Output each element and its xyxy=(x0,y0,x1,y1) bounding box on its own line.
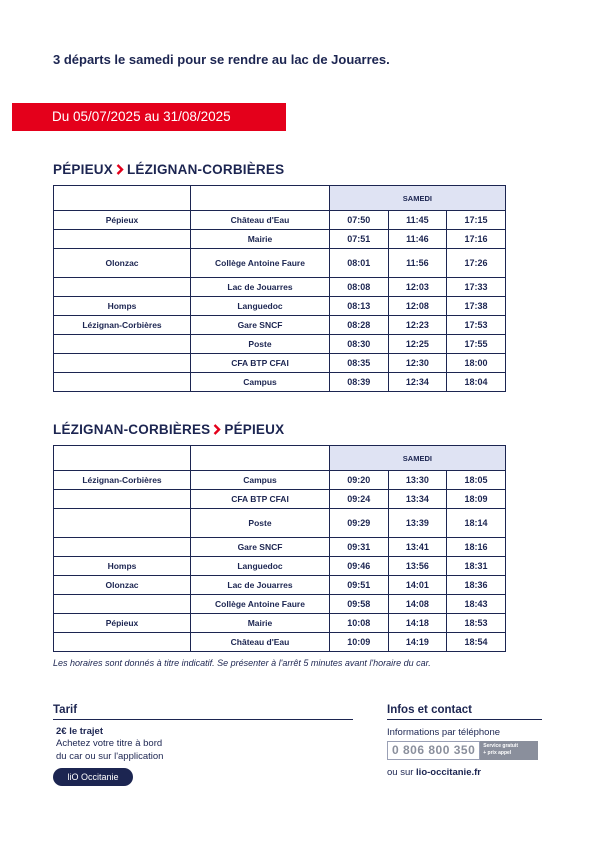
table-row xyxy=(54,595,506,614)
city-cell: Lézignan-Corbières xyxy=(54,471,191,490)
disclaimer-note: Les horaires sont donnés à titre indicatif. Se présenter à l'arrêt 5 minutes avant l'horaire du car. xyxy=(53,658,431,668)
time-cell: 10:08 xyxy=(330,614,389,633)
table-row xyxy=(54,297,506,316)
stop-cell: CFA BTP CFAI xyxy=(191,354,330,373)
stop-cell: Lac de Jouarres xyxy=(191,278,330,297)
contact-heading: Infos et contact xyxy=(387,704,472,716)
time-cell: 17:53 xyxy=(447,316,506,335)
time-cell: 17:55 xyxy=(447,335,506,354)
stop-cell: Collège Antoine Faure xyxy=(191,595,330,614)
city-cell xyxy=(54,595,191,614)
city-cell xyxy=(54,354,191,373)
city-cell xyxy=(54,538,191,557)
time-cell: 08:13 xyxy=(330,297,389,316)
city-cell xyxy=(54,373,191,392)
table-row xyxy=(54,471,506,490)
table-row xyxy=(54,538,506,557)
time-cell: 10:09 xyxy=(330,633,389,652)
time-cell: 08:39 xyxy=(330,373,389,392)
city-cell xyxy=(54,633,191,652)
table-row xyxy=(54,490,506,509)
table-row xyxy=(54,249,506,278)
time-cell: 08:28 xyxy=(330,316,389,335)
tarif-divider xyxy=(53,719,353,720)
time-cell: 17:33 xyxy=(447,278,506,297)
stop-cell: Château d'Eau xyxy=(191,633,330,652)
city-cell: Olonzac xyxy=(54,249,191,278)
time-cell: 12:03 xyxy=(388,278,447,297)
time-cell: 12:30 xyxy=(388,354,447,373)
table-row xyxy=(54,278,506,297)
time-cell: 18:04 xyxy=(447,373,506,392)
time-cell: 17:16 xyxy=(447,230,506,249)
route1-timetable xyxy=(53,185,506,392)
route1-from: PÉPIEUX xyxy=(53,162,113,177)
stop-cell: Campus xyxy=(191,373,330,392)
route2-from: LÉZIGNAN-CORBIÈRES xyxy=(53,422,211,437)
stop-cell: Lac de Jouarres xyxy=(191,576,330,595)
tarif-line-2: du car ou sur l'application xyxy=(56,751,164,762)
time-cell: 09:29 xyxy=(330,509,389,538)
stop-cell: Collège Antoine Faure xyxy=(191,249,330,278)
header-blank-stop xyxy=(191,186,330,211)
time-cell: 18:43 xyxy=(447,595,506,614)
time-cell: 18:00 xyxy=(447,354,506,373)
city-cell: Pépieux xyxy=(54,211,191,230)
chevron-right-icon xyxy=(213,423,221,438)
time-cell: 13:41 xyxy=(388,538,447,557)
time-cell: 12:08 xyxy=(388,297,447,316)
time-cell: 18:05 xyxy=(447,471,506,490)
contact-divider xyxy=(387,719,542,720)
table-header-row xyxy=(54,186,506,211)
phone-tag-line-2: + prix appel xyxy=(483,749,512,756)
table-row xyxy=(54,230,506,249)
time-cell: 18:31 xyxy=(447,557,506,576)
city-cell: Pépieux xyxy=(54,614,191,633)
time-cell: 12:34 xyxy=(388,373,447,392)
time-cell: 13:56 xyxy=(388,557,447,576)
website-prefix: ou sur xyxy=(387,767,417,778)
city-cell xyxy=(54,509,191,538)
table-row xyxy=(54,576,506,595)
city-cell xyxy=(54,278,191,297)
stop-cell: Poste xyxy=(191,335,330,354)
stop-cell: Château d'Eau xyxy=(191,211,330,230)
stop-cell: Languedoc xyxy=(191,297,330,316)
city-cell xyxy=(54,230,191,249)
table-row xyxy=(54,557,506,576)
header-blank-city xyxy=(54,446,191,471)
time-cell: 08:30 xyxy=(330,335,389,354)
phone-tag xyxy=(480,741,538,760)
time-cell: 08:08 xyxy=(330,278,389,297)
day-header: SAMEDI xyxy=(330,446,506,471)
stop-cell: Mairie xyxy=(191,614,330,633)
time-cell: 08:01 xyxy=(330,249,389,278)
time-cell: 18:16 xyxy=(447,538,506,557)
route2-to: PÉPIEUX xyxy=(224,422,285,437)
tarif-heading: Tarif xyxy=(53,704,78,716)
table-row xyxy=(54,373,506,392)
city-cell: Lézignan-Corbières xyxy=(54,316,191,335)
time-cell: 11:45 xyxy=(388,211,447,230)
period-banner: Du 05/07/2025 au 31/08/2025 xyxy=(12,103,286,131)
city-cell xyxy=(54,490,191,509)
stop-cell: Poste xyxy=(191,509,330,538)
time-cell: 09:46 xyxy=(330,557,389,576)
city-cell: Olonzac xyxy=(54,576,191,595)
time-cell: 09:51 xyxy=(330,576,389,595)
stop-cell: Mairie xyxy=(191,230,330,249)
time-cell: 14:19 xyxy=(388,633,447,652)
city-cell: Homps xyxy=(54,297,191,316)
table-header-row xyxy=(54,446,506,471)
time-cell: 07:51 xyxy=(330,230,389,249)
stop-cell: CFA BTP CFAI xyxy=(191,490,330,509)
time-cell: 09:31 xyxy=(330,538,389,557)
time-cell: 12:23 xyxy=(388,316,447,335)
time-cell: 12:25 xyxy=(388,335,447,354)
time-cell: 11:46 xyxy=(388,230,447,249)
time-cell: 17:15 xyxy=(447,211,506,230)
table-row xyxy=(54,316,506,335)
city-cell: Homps xyxy=(54,557,191,576)
phone-number[interactable]: 0 806 800 350 xyxy=(387,741,480,760)
phone-label: Informations par téléphone xyxy=(387,727,501,738)
header-blank-stop xyxy=(191,446,330,471)
time-cell: 13:39 xyxy=(388,509,447,538)
time-cell: 11:56 xyxy=(388,249,447,278)
chevron-right-icon xyxy=(116,163,124,178)
time-cell: 09:24 xyxy=(330,490,389,509)
tarif-price: 2€ le trajet xyxy=(56,726,103,737)
time-cell: 14:08 xyxy=(388,595,447,614)
table-row xyxy=(54,614,506,633)
table-row xyxy=(54,335,506,354)
table-row xyxy=(54,211,506,230)
time-cell: 13:30 xyxy=(388,471,447,490)
stop-cell: Gare SNCF xyxy=(191,538,330,557)
time-cell: 17:26 xyxy=(447,249,506,278)
time-cell: 17:38 xyxy=(447,297,506,316)
app-badge[interactable]: liO Occitanie xyxy=(53,768,133,786)
time-cell: 18:54 xyxy=(447,633,506,652)
time-cell: 09:20 xyxy=(330,471,389,490)
website-line xyxy=(387,767,481,778)
header-blank-city xyxy=(54,186,191,211)
stop-cell: Languedoc xyxy=(191,557,330,576)
website-link[interactable]: lio-occitanie.fr xyxy=(416,767,481,778)
time-cell: 09:58 xyxy=(330,595,389,614)
time-cell: 08:35 xyxy=(330,354,389,373)
time-cell: 14:01 xyxy=(388,576,447,595)
table-row xyxy=(54,633,506,652)
route1-to: LÉZIGNAN-CORBIÈRES xyxy=(126,162,285,177)
time-cell: 07:50 xyxy=(330,211,389,230)
tarif-line-1: Achetez votre titre à bord xyxy=(56,738,163,749)
phone-tag-line-1: Service gratuit xyxy=(483,743,518,749)
day-header: SAMEDI xyxy=(330,186,506,211)
stop-cell: Gare SNCF xyxy=(191,316,330,335)
route2-timetable xyxy=(53,445,506,652)
route1-title xyxy=(53,162,284,178)
time-cell: 18:14 xyxy=(447,509,506,538)
city-cell xyxy=(54,335,191,354)
stop-cell: Campus xyxy=(191,471,330,490)
table-row xyxy=(54,509,506,538)
time-cell: 13:34 xyxy=(388,490,447,509)
route2-title xyxy=(53,422,284,438)
time-cell: 14:18 xyxy=(388,614,447,633)
table-row xyxy=(54,354,506,373)
phone-block[interactable] xyxy=(387,741,538,760)
time-cell: 18:09 xyxy=(447,490,506,509)
time-cell: 18:53 xyxy=(447,614,506,633)
time-cell: 18:36 xyxy=(447,576,506,595)
intro-text: 3 départs le samedi pour se rendre au lac de Jouarres. xyxy=(53,52,390,67)
